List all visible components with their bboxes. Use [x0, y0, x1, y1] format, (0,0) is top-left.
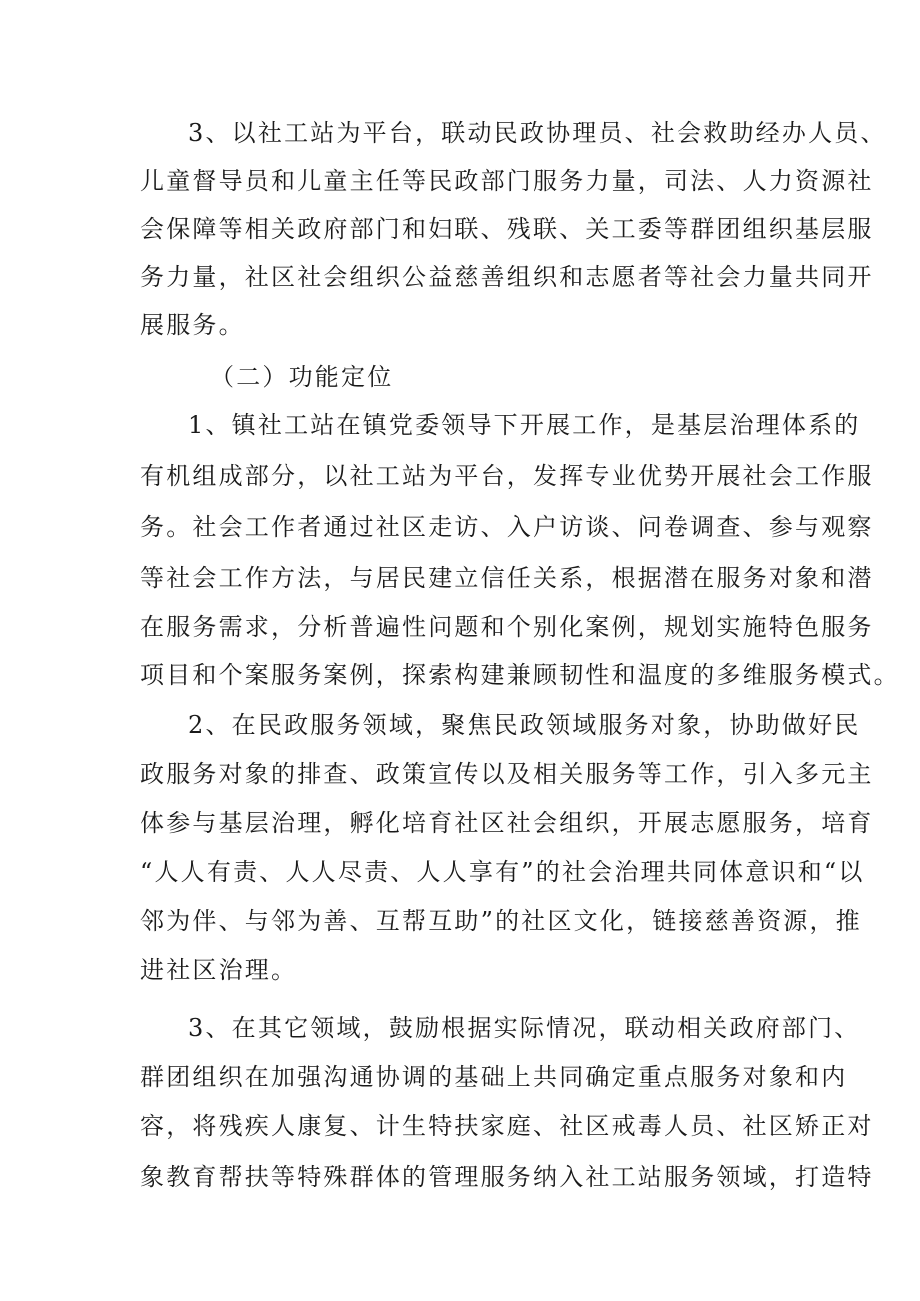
section-heading: （二）功能定位 — [210, 363, 394, 391]
paragraph-func-3-line-2: 群团组织在加强沟通协调的基础上共同确定重点服务对象和内 — [140, 1063, 848, 1091]
paragraph-func-2-line-4: “人人有责、人人尽责、人人享有”的社会治理共同体意识和“以 — [140, 858, 865, 886]
paragraph-3-line-5: 展服务。 — [140, 311, 245, 339]
paragraph-func-1-line-2: 有机组成部分，以社工站为平台，发挥专业优势开展社会工作服 — [140, 462, 874, 490]
paragraph-func-1-line-3: 务。社会工作者通过社区走访、入户访谈、问卷调查、参与观察 — [140, 513, 874, 541]
paragraph-func-2-line-3: 体参与基层治理，孵化培育社区社会组织，开展志愿服务，培育 — [140, 809, 874, 837]
paragraph-func-2-line-6: 进社区治理。 — [140, 956, 298, 984]
paragraph-func-2-line-1: 2、在民政服务领域，聚焦民政领域服务对象，协助做好民 — [188, 711, 861, 739]
paragraph-func-2-line-2: 政服务对象的排查、政策宣传以及相关服务等工作，引入多元主 — [140, 760, 874, 788]
paragraph-3-line-1: 3、以社工站为平台，联动民政协理员、社会救助经办人员、 — [188, 119, 887, 147]
paragraph-func-1-line-1: 1、镇社工站在镇党委领导下开展工作，是基层治理体系的 — [188, 411, 861, 439]
paragraph-func-3-line-4: 象教育帮扶等特殊群体的管理服务纳入社工站服务领域，打造特 — [140, 1163, 874, 1191]
paragraph-func-3-line-3: 容，将残疾人康复、计生特扶家庭、社区戒毒人员、社区矫正对 — [140, 1112, 874, 1140]
paragraph-func-3-line-1: 3、在其它领域，鼓励根据实际情况，联动相关政府部门、 — [188, 1014, 861, 1042]
paragraph-func-1-line-6: 项目和个案服务案例，探索构建兼顾韧性和温度的多维服务模式。 — [140, 661, 900, 689]
paragraph-3-line-2: 儿童督导员和儿童主任等民政部门服务力量，司法、人力资源社 — [140, 167, 874, 195]
paragraph-func-1-line-4: 等社会工作方法，与居民建立信任关系，根据潜在服务对象和潜 — [140, 564, 874, 592]
paragraph-3-line-3: 会保障等相关政府部门和妇联、残联、关工委等群团组织基层服 — [140, 215, 874, 243]
paragraph-func-1-line-5: 在服务需求，分析普遍性问题和个别化案例，规划实施特色服务 — [140, 613, 874, 641]
paragraph-3-line-4: 务力量，社区社会组织公益慈善组织和志愿者等社会力量共同开 — [140, 263, 874, 291]
paragraph-func-2-line-5: 邻为伴、与邻为善、互帮互助”的社区文化，链接慈善资源，推 — [140, 907, 862, 935]
